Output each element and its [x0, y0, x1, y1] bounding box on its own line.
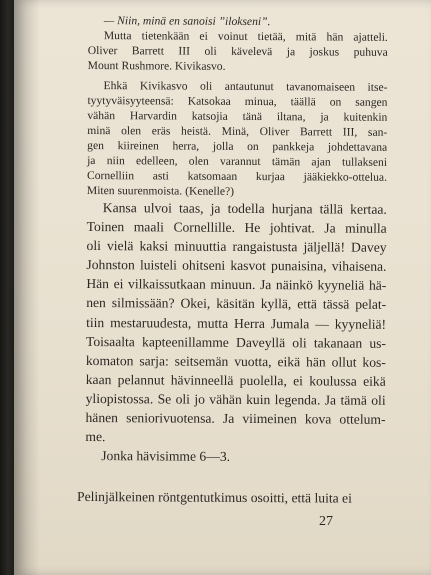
- text-line: gen kiireinen herra, jolla on pankkeja johdettavana: [87, 138, 388, 154]
- text-line: Cornelliin asti katsomaan kurjaa jääkiekko-ottelua.: [86, 168, 388, 184]
- text-line: oli vielä kaksi minuuttia rangaistusta jäljellä! Davey: [86, 238, 387, 256]
- dialogue-line: — Niin, minä en sanoisi ”ilokseni”.: [103, 14, 271, 29]
- text-line: Miten suurenmoista. (Kenelle?): [86, 183, 235, 198]
- book-page: [14, 0, 431, 575]
- paragraph-3: [76, 198, 387, 508]
- text-line: vähän Harvardin katsojia tänä iltana, ja kuitenkin: [87, 108, 388, 124]
- text-line: Pelinjälkeinen röntgentutkimus osoitti, että luita ei: [76, 489, 352, 506]
- text-line: Kansa ulvoi taas, ja todella hurjana tällä kertaa.: [102, 200, 387, 217]
- text-line: kaan pelannut hävinneellä puolella, ei koulussa eikä: [85, 371, 386, 389]
- text-line: tyytyväisyyteensä: Katsokaa minua, täällä on sangen: [87, 93, 388, 109]
- text-line: me.: [85, 429, 106, 445]
- text-line: Toisaalta kapteenillamme Daveyllä oli takanaan us-: [85, 333, 387, 351]
- text-line: hänen seniorivuotensa. Ja viimeinen kova ottelum-: [85, 410, 386, 427]
- text-line: Toinen maali Cornellille. He johtivat. Ja minulla: [86, 219, 387, 236]
- text-line: Oliver Barrett III oli kävelevä ja joskus puhuva: [87, 43, 388, 59]
- text-line: Jonka hävisimme 6—3.: [101, 448, 231, 465]
- body-text: [76, 13, 388, 508]
- text-line: nen silmissään? Okei, käsitän kyllä, että tässä pelat-: [86, 295, 387, 313]
- text-line: minä olen eräs heistä. Minä, Oliver Barrett III, san-: [87, 123, 388, 139]
- text-line: Mount Rushmore. Kivikasvo.: [87, 58, 226, 73]
- page-number: 27: [319, 514, 333, 529]
- text-line: Johnston luisteli ohitseni kasvot punaisina, vihaisena.: [86, 257, 387, 275]
- text-line: Mutta tietenkään ei voinut tietää, mitä hän ajatteli.: [103, 29, 388, 44]
- text-line: Hän ei vilkaissutkaan minuun. Ja näinkö kyyneliä hä-: [86, 276, 387, 294]
- text-line: tiin mestaruudesta, mutta Herra Jumala — kyyneliä!: [86, 314, 387, 332]
- text-line: komaton sarja: seitsemän vuotta, eikä hän ollut kos-: [85, 352, 386, 370]
- text-line: yliopistossa. Se oli jo vähän kuin legenda. Ja tämä oli: [85, 390, 386, 408]
- text-line: Ehkä Kivikasvo oli antautunut tavanomaiseen itse-: [103, 79, 388, 94]
- text-line: ja niin edelleen, olen varannut tämän ajan tullakseni: [87, 153, 388, 169]
